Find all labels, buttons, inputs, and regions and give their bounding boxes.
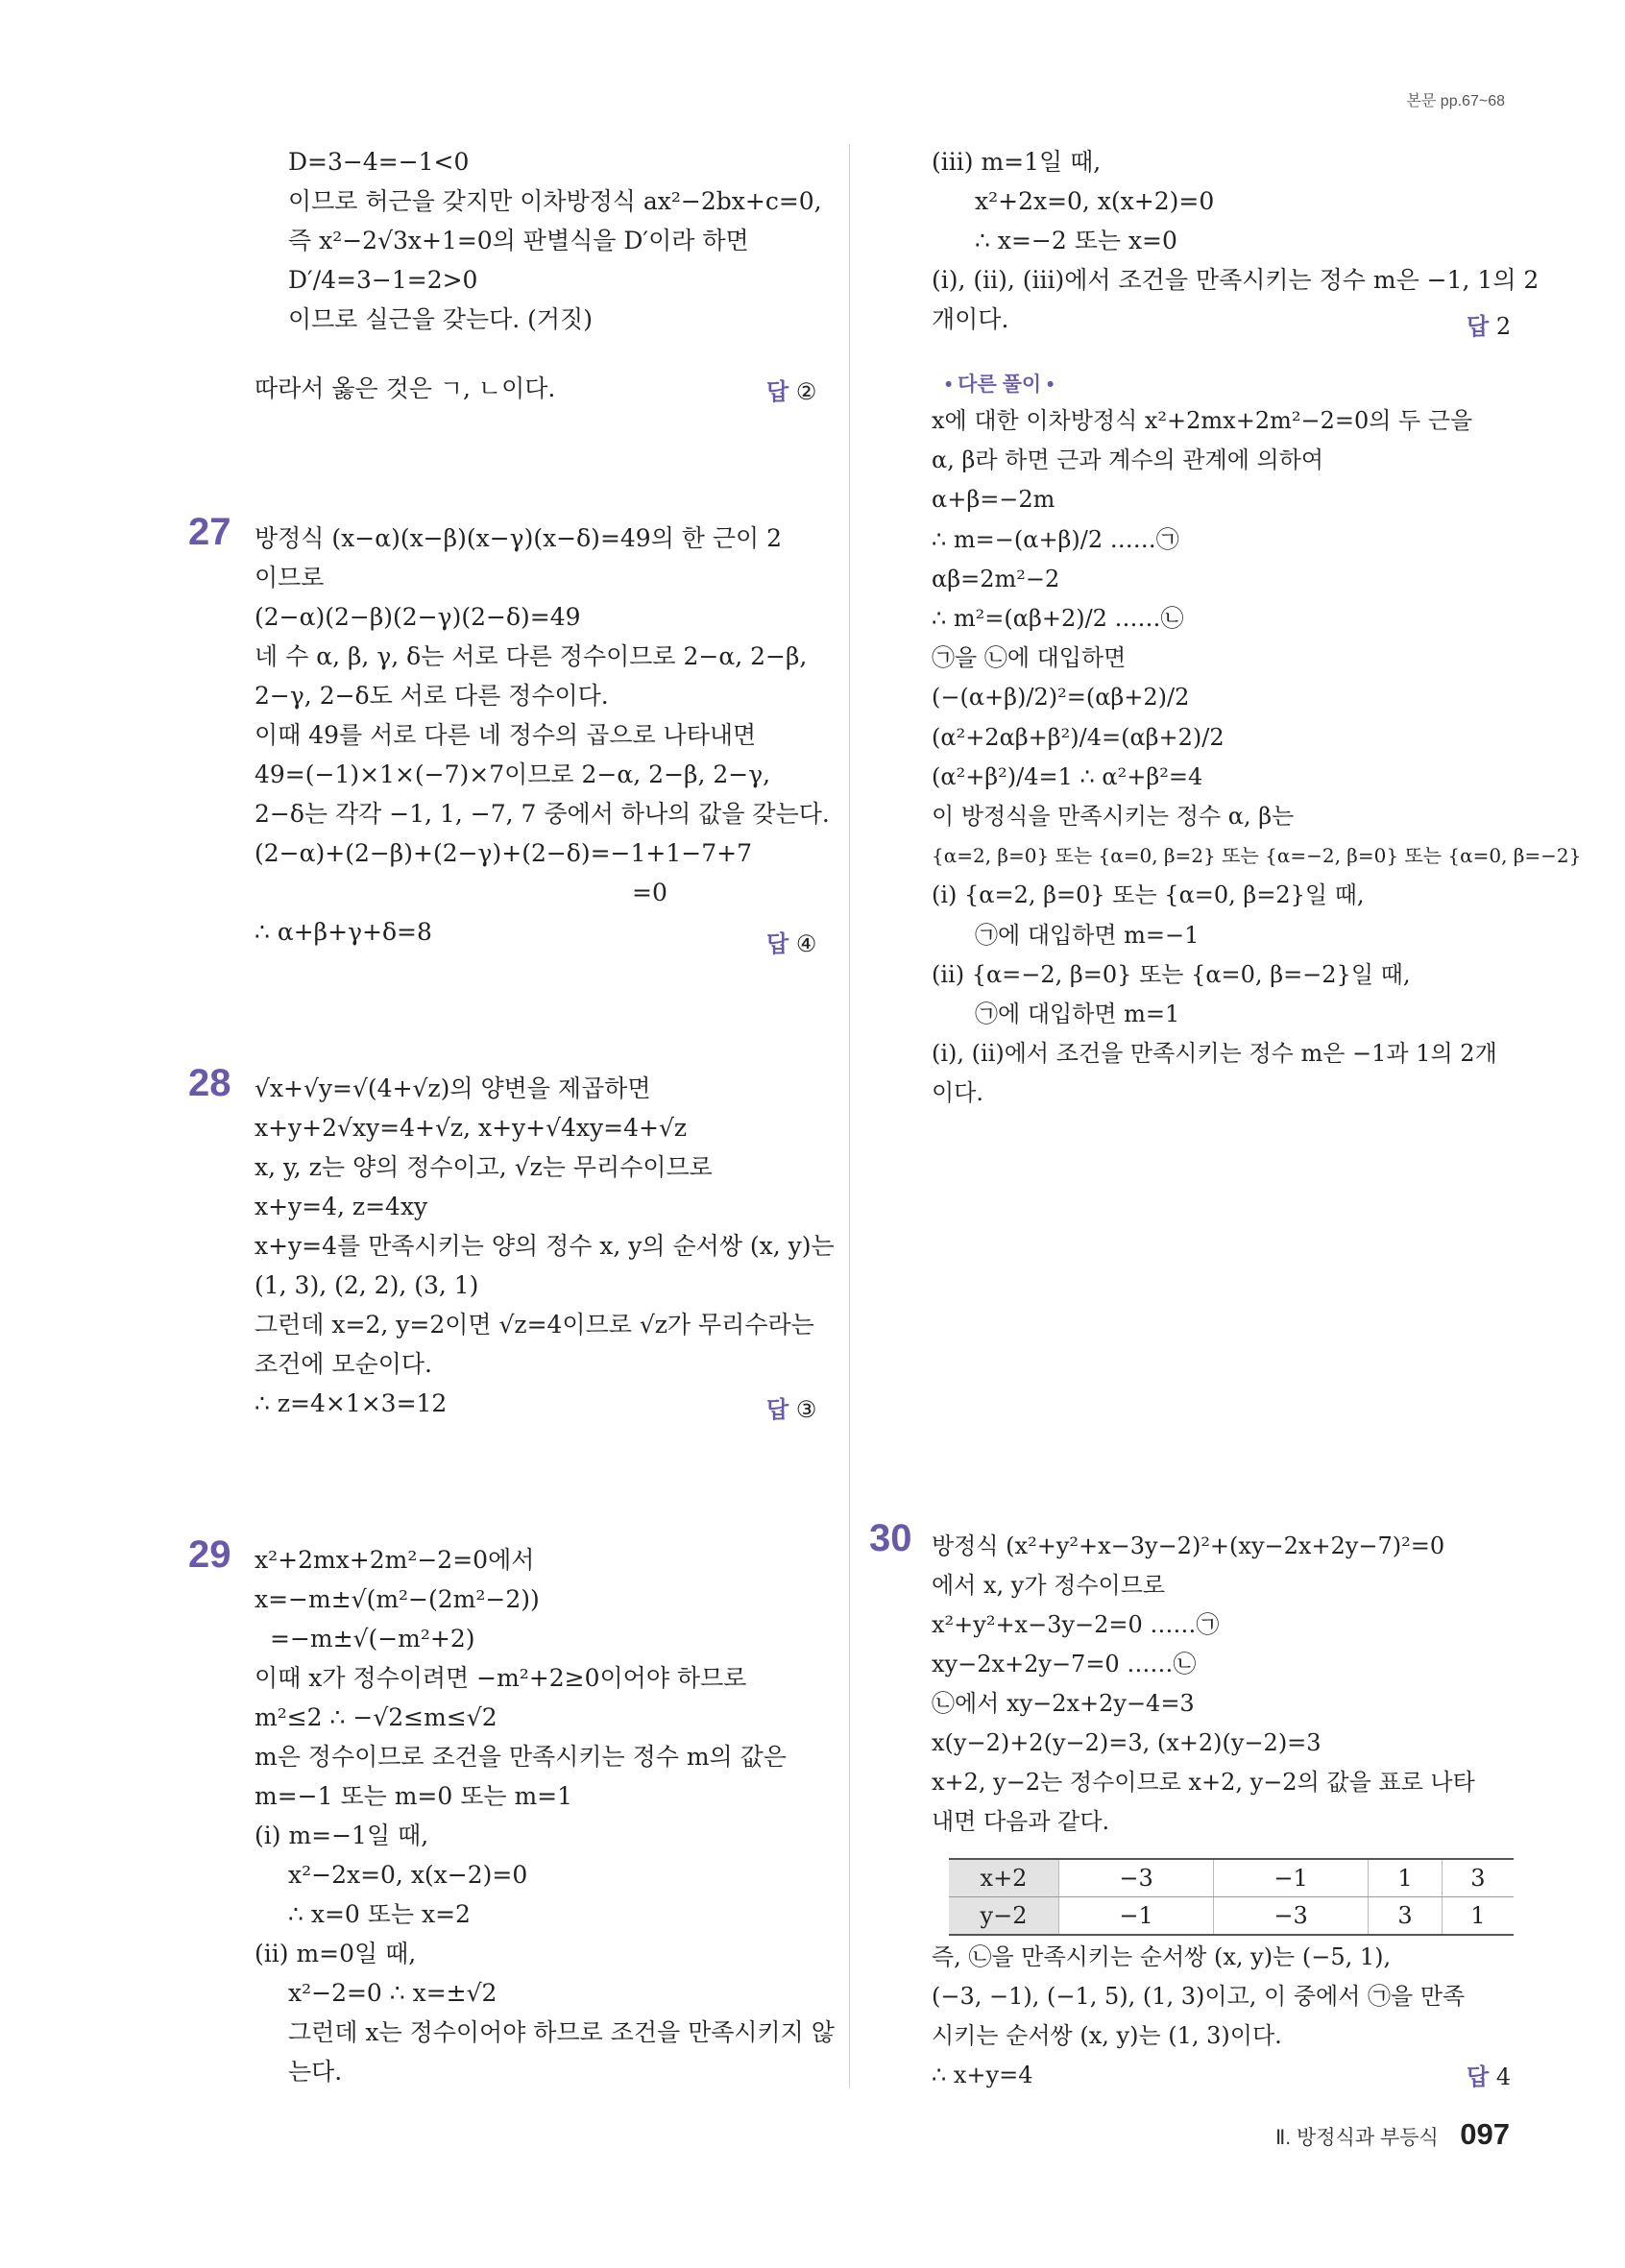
answer-29	[1467, 307, 1511, 341]
text-line: ㉠을 ㉡에 대입하면	[932, 644, 1127, 672]
text-line: =−m±√(−m²+2)	[270, 1625, 475, 1653]
text-line: x²+y²+x−3y−2=0 ……㉠	[932, 1611, 1220, 1638]
text-line: 그런데 x는 정수이어야 하므로 조건을 만족시키지 않	[288, 2018, 835, 2046]
text-line: 시키는 순서쌍 (x, y)는 (1, 3)이다.	[932, 2022, 1282, 2049]
text-line: m²≤2 ∴ −√2≤m≤√2	[255, 1703, 497, 1731]
answer-label: 답	[1467, 314, 1490, 340]
text-line: 조건에 모순이다.	[255, 1350, 432, 1378]
problem-26-conclusion	[255, 369, 555, 408]
table-cell: −1	[1059, 1897, 1214, 1936]
text-line: 방정식 (x−α)(x−β)(x−γ)(x−δ)=49의 한 근이 2	[255, 524, 783, 552]
text-line: (−(α+β)/2)²=(αβ+2)/2	[932, 684, 1190, 712]
text-line: 이다.	[932, 1079, 983, 1107]
text-line: 즉, ㉡을 만족시키는 순서쌍 (x, y)는 (−5, 1),	[932, 1943, 1392, 1970]
text-line: √x+√y=√(4+√z)의 양변을 제곱하면	[255, 1074, 651, 1102]
answer-value: ②	[795, 378, 817, 405]
answer-value: 2	[1495, 313, 1512, 340]
text-line: 내면 다음과 같다.	[932, 1808, 1110, 1835]
text-line: 2−γ, 2−δ도 서로 다른 정수이다.	[255, 682, 609, 710]
text-line: (2−α)+(2−β)+(2−γ)+(2−δ)=−1+1−7+7	[255, 839, 752, 867]
table-row-header: x+2	[949, 1859, 1059, 1897]
text-line: (ⅰ), (ⅱ)에서 조건을 만족시키는 정수 m은 −1과 1의 2개	[932, 1040, 1497, 1068]
text-line: D=3−4=−1<0	[288, 148, 470, 176]
alternative-solution	[932, 401, 1581, 1114]
text-line: ∴ α+β+γ+δ=8	[255, 918, 432, 946]
text-line: x(y−2)+2(y−2)=3, (x+2)(y−2)=3	[932, 1729, 1322, 1756]
table-cell: 3	[1369, 1897, 1443, 1936]
table-row	[949, 1897, 1514, 1936]
problem-30-solution	[932, 1527, 1475, 1842]
problem-26-continuation	[288, 142, 822, 339]
text-line: x, y, z는 양의 정수이고, √z는 무리수이므로	[255, 1153, 713, 1181]
table-cell: 1	[1369, 1859, 1443, 1897]
answer-label: 답	[766, 1397, 789, 1423]
answer-28	[766, 1390, 816, 1424]
page-number: 097	[1460, 2117, 1510, 2151]
values-table	[949, 1858, 1514, 1936]
text-line: x+2, y−2는 정수이므로 x+2, y−2의 값을 표로 나타	[932, 1769, 1475, 1796]
text-line: (ⅰ) m=−1일 때,	[255, 1822, 429, 1849]
text-line: x에 대한 이차방정식 x²+2mx+2m²−2=0의 두 근을	[932, 407, 1473, 434]
page-footer	[1275, 2117, 1510, 2152]
table-row	[949, 1859, 1514, 1897]
text-line: x+y=4를 만족시키는 양의 정수 x, y의 순서쌍 (x, y)는	[255, 1232, 835, 1260]
text-line: 이므로 허근을 갖지만 이차방정식 ax²−2bx+c=0,	[288, 187, 822, 215]
text-line: ㉠에 대입하면 m=−1	[975, 921, 1200, 949]
table-cell: 3	[1442, 1859, 1514, 1897]
problem-number-29: 29	[188, 1533, 231, 1576]
text-line: (α²+β²)/4=1 ∴ α²+β²=4	[932, 762, 1203, 790]
text-line: 네 수 α, β, γ, δ는 서로 다른 정수이므로 2−α, 2−β,	[255, 642, 808, 670]
answer-label: 답	[1467, 2064, 1490, 2090]
text-line: (ⅱ) m=0일 때,	[255, 1940, 417, 1967]
page-reference: 본문 pp.67~68	[1406, 93, 1505, 109]
table-row-header: y−2	[949, 1897, 1059, 1936]
text-line: xy−2x+2y−7=0 ……㉡	[932, 1651, 1197, 1677]
text-line: (ⅰ), (ⅱ), (ⅲ)에서 조건을 만족시키는 정수 m은 −1, 1의 2	[932, 266, 1540, 294]
answer-27	[766, 925, 816, 958]
text-line: x²+2x=0, x(x+2)=0	[975, 187, 1215, 215]
text-line: αβ=2m²−2	[932, 565, 1060, 592]
text-line: (ⅰ) {α=2, β=0} 또는 {α=0, β=2}일 때,	[932, 881, 1365, 909]
text-line: ㉡에서 xy−2x+2y−4=3	[932, 1690, 1195, 1717]
text-line: ∴ x+y=4	[932, 2062, 1033, 2088]
text-line: α+β=−2m	[932, 486, 1055, 514]
problem-number-28: 28	[188, 1062, 231, 1104]
problem-27-solution	[255, 519, 830, 952]
text-line: 49=(−1)×1×(−7)×7이므로 2−α, 2−β, 2−γ,	[255, 760, 771, 788]
problem-number-27: 27	[188, 511, 231, 553]
text-line: D′/4=3−1=2>0	[288, 266, 478, 294]
table-cell: 1	[1442, 1897, 1514, 1936]
answer-value: ④	[795, 930, 817, 957]
text-line: ∴ x=0 또는 x=2	[288, 1900, 471, 1928]
text-line: (α²+2αβ+β²)/4=(αβ+2)/2	[932, 723, 1225, 751]
text-line: ㉠에 대입하면 m=1	[975, 1001, 1180, 1028]
text-line: 이 방정식을 만족시키는 정수 α, β는	[932, 803, 1295, 831]
table-cell: −3	[1214, 1897, 1369, 1936]
text-line: 이때 49를 서로 다른 네 정수의 곱으로 나타내면	[255, 721, 757, 749]
text-line: 그런데 x=2, y=2이면 √z=4이므로 √z가 무리수라는	[255, 1311, 814, 1339]
text-line: x+y+2√xy=4+√z, x+y+√4xy=4+√z	[255, 1114, 688, 1142]
text-line: 따라서 옳은 것은 ㄱ, ㄴ이다.	[255, 374, 556, 402]
alternative-solution-title: • 다른 풀이 •	[945, 374, 1055, 396]
text-line: 이므로	[255, 564, 325, 591]
problem-28-solution	[255, 1069, 835, 1423]
text-line: =0	[632, 879, 667, 906]
text-line: x²−2=0 ∴ x=±√2	[288, 1979, 497, 2007]
text-line: 에서 x, y가 정수이므로	[932, 1572, 1166, 1599]
text-line: α, β라 하면 근과 계수의 관계에 의하여	[932, 446, 1324, 474]
text-line: 2−δ는 각각 −1, 1, −7, 7 중에서 하나의 값을 갖는다.	[255, 800, 830, 828]
text-line: 는다.	[288, 2058, 343, 2086]
text-line: 즉 x²−2√3x+1=0의 판별식을 D′이라 하면	[288, 227, 749, 254]
answer-30	[1467, 2058, 1511, 2091]
text-line: {α=2, β=0} 또는 {α=0, β=2} 또는 {α=−2, β=0} 또는 {α=0, β=−2}	[932, 844, 1582, 868]
chapter-title: Ⅱ. 방정식과 부등식	[1274, 2127, 1439, 2149]
text-line: m은 정수이므로 조건을 만족시키는 정수 m의 값은	[255, 1743, 787, 1771]
text-line: 이므로 실근을 갖는다. (거짓)	[288, 305, 593, 333]
text-line: (1, 3), (2, 2), (3, 1)	[255, 1271, 479, 1299]
text-line: ∴ x=−2 또는 x=0	[975, 227, 1177, 254]
problem-30-conclusion	[932, 1938, 1465, 2095]
text-line: 개이다.	[932, 305, 1009, 333]
text-line: ∴ m=−(α+β)/2 ……㉠	[932, 525, 1179, 553]
answer-value: ③	[795, 1396, 817, 1423]
table-cell: −1	[1214, 1859, 1369, 1897]
text-line: (ⅲ) m=1일 때,	[932, 148, 1102, 176]
problem-29-solution	[255, 1540, 835, 2091]
text-line: m=−1 또는 m=0 또는 m=1	[255, 1782, 573, 1810]
table-cell: −3	[1059, 1859, 1214, 1897]
text-line: 방정식 (x²+y²+x−3y−2)²+(xy−2x+2y−7)²=0	[932, 1532, 1445, 1559]
text-line: ∴ m²=(αβ+2)/2 ……㉡	[932, 605, 1184, 633]
text-line: x²+2mx+2m²−2=0에서	[255, 1546, 535, 1574]
answer-label: 답	[766, 931, 789, 957]
text-line: x=−m±√(m²−(2m²−2))	[255, 1585, 540, 1613]
text-line: 이때 x가 정수이려면 −m²+2≥0이어야 하므로	[255, 1664, 747, 1692]
column-divider	[849, 144, 850, 2088]
text-line: (ⅱ) {α=−2, β=0} 또는 {α=0, β=−2}일 때,	[932, 960, 1411, 988]
text-line: ∴ z=4×1×3=12	[255, 1389, 448, 1417]
text-line: (2−α)(2−β)(2−γ)(2−δ)=49	[255, 603, 581, 631]
problem-number-30: 30	[869, 1517, 912, 1559]
text-line: x²−2x=0, x(x−2)=0	[288, 1861, 528, 1889]
text-line: (−3, −1), (−1, 5), (1, 3)이고, 이 중에서 ㉠을 만족	[932, 1983, 1466, 2010]
answer-26	[766, 373, 816, 406]
text-line: x+y=4, z=4xy	[255, 1193, 428, 1220]
answer-value: 4	[1495, 2063, 1512, 2090]
answer-label: 답	[766, 379, 789, 405]
problem-29-continuation	[932, 142, 1539, 339]
